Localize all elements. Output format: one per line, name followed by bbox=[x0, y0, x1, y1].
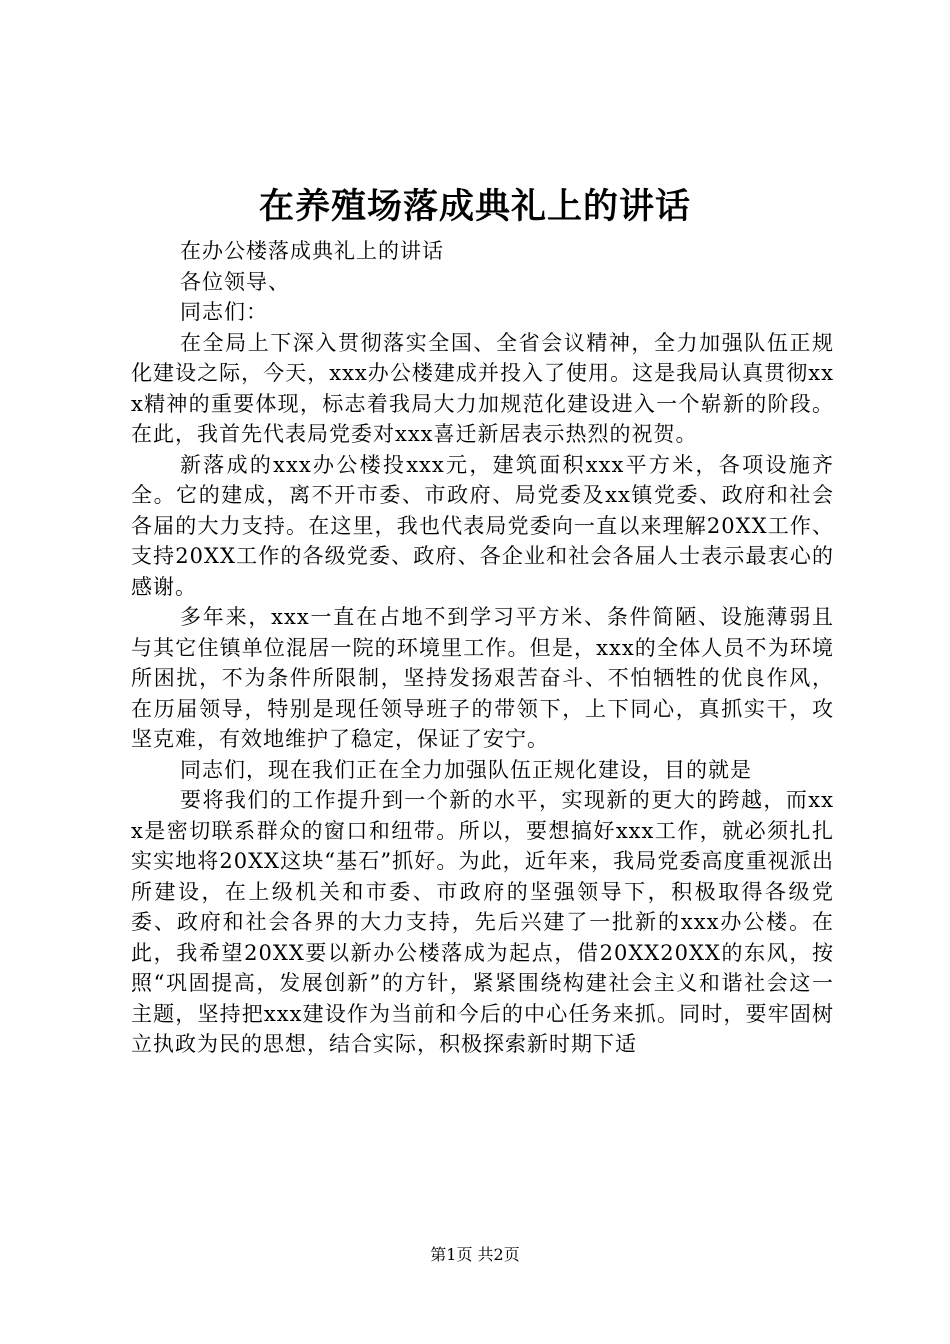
paragraph-heading: 在办公楼落成典礼上的讲话 bbox=[180, 239, 444, 263]
paragraph-body: 新落成的xxx办公楼投xxx元，建筑面积xxx平方米，各项设施齐全。它的建成，离不开市委、市政府、局党委及xx镇党委、政府和社会各届的大力支持。在这里，我也代表局党委向一直以来理解20XX工作、支持20XX工作的各级党委、政府、各企业和社会各届人士表示最衷心的感谢。 bbox=[131, 452, 834, 599]
paragraph-body: 同志们，现在我们正在全力加强队伍正规化建设，目的就是 bbox=[180, 757, 752, 782]
paragraph-body: 在全局上下深入贯彻落实全国、全省会议精神，全力加强队伍正规化建设之际，今天，xxx办公楼建成并投入了使用。这是我局认真贯彻xxx精神的重要体现，标志着我局大力加规范化建设进入一个崭新的阶段。在此，我首先代表局党委对xxx喜迁新居表示热烈的祝贺。 bbox=[131, 330, 834, 446]
paragraph-body: 要将我们的工作提升到一个新的水平，实现新的更大的跨越，而xxx是密切联系群众的窗口和纽带。所以，要想搞好xxx工作，就必须扎扎实实地将20XX这块“基石”抓好。为此，近年来，我局党委高度重视派出所建设，在上级机关和市委、市政府的坚强领导下，积极取得各级党委、政府和社会各界的大力支持，先后兴建了一批新的xxx办公楼。在此，我希望20XX要以新办公楼落成为起点，借20XX20XX的东风，按照“巩固提高，发展创新”的方针，紧紧围绕构建社会主义和谐社会这一主题，坚持把xxx建设作为当前和今后的中心任务来抓。同时，要牢固树立执政为民的思想，结合实际，积极探索新时期下适 bbox=[131, 788, 834, 1056]
document-body bbox=[131, 236, 834, 1060]
paragraph-body: 多年来，xxx一直在占地不到学习平方米、条件简陋、设施薄弱且与其它住镇单位混居一院的环境里工作。但是，xxx的全体人员不为环境所困扰，不为条件所限制，坚持发扬艰苦奋斗、不怕牺牲的优良作风，在历届领导，特别是现任领导班子的带领下，上下同心，真抓实干，攻坚克难，有效地维护了稳定，保证了安宁。 bbox=[131, 605, 834, 751]
document-title: 在养殖场落成典礼上的讲话 bbox=[258, 186, 691, 227]
paragraph-salutation-leaders: 各位领导、 bbox=[180, 269, 290, 294]
page-number: 第1页 共2页 bbox=[430, 1245, 520, 1264]
paragraph-salutation-comrades: 同志们： bbox=[180, 300, 268, 324]
